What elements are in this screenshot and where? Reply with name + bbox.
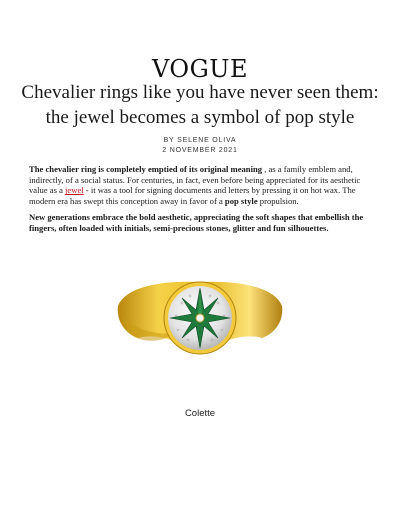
publish-date: 2 NOVEMBER 2021 (162, 147, 238, 154)
paragraph-intro-text-c: propulsion. (257, 196, 299, 207)
article-headline (14, 80, 386, 130)
paragraph-second (29, 212, 374, 233)
pop-style-bold: pop style (224, 196, 258, 207)
jewel-link[interactable]: jewel (65, 185, 84, 196)
headline-line-1: Chevalier rings like you have never seen them: (21, 82, 379, 103)
byline[interactable]: BY SELENE OLIVA (163, 137, 237, 144)
paragraph-intro (29, 164, 374, 207)
paragraph-intro-text-b: - it was a tool for signing documents and letters by pressing it on hot wax. The modern era has swept this conception away in favor of a (29, 185, 356, 207)
image-caption: Colette (184, 408, 216, 419)
vogue-logo[interactable]: VOGUE (151, 55, 248, 83)
chevalier-ring-image (112, 268, 288, 363)
paragraph-intro-text-a: , as a family emblem and, indirectly, of a social status. For centuries, in fact, even before being appreciated for its aesthetic value as a (29, 164, 361, 196)
headline-line-2: the jewel becomes a symbol of pop style (45, 107, 355, 128)
paragraph-second-bold: New generations embrace the bold aesthetic, appreciating the soft shapes that embellish the fingers, often loaded with initials, semi-precious stones, glitter and fun silhouettes. (29, 212, 364, 233)
paragraph-intro-bold: The chevalier ring is completely emptied of its original meaning (29, 164, 263, 174)
center-diamond (196, 314, 204, 322)
